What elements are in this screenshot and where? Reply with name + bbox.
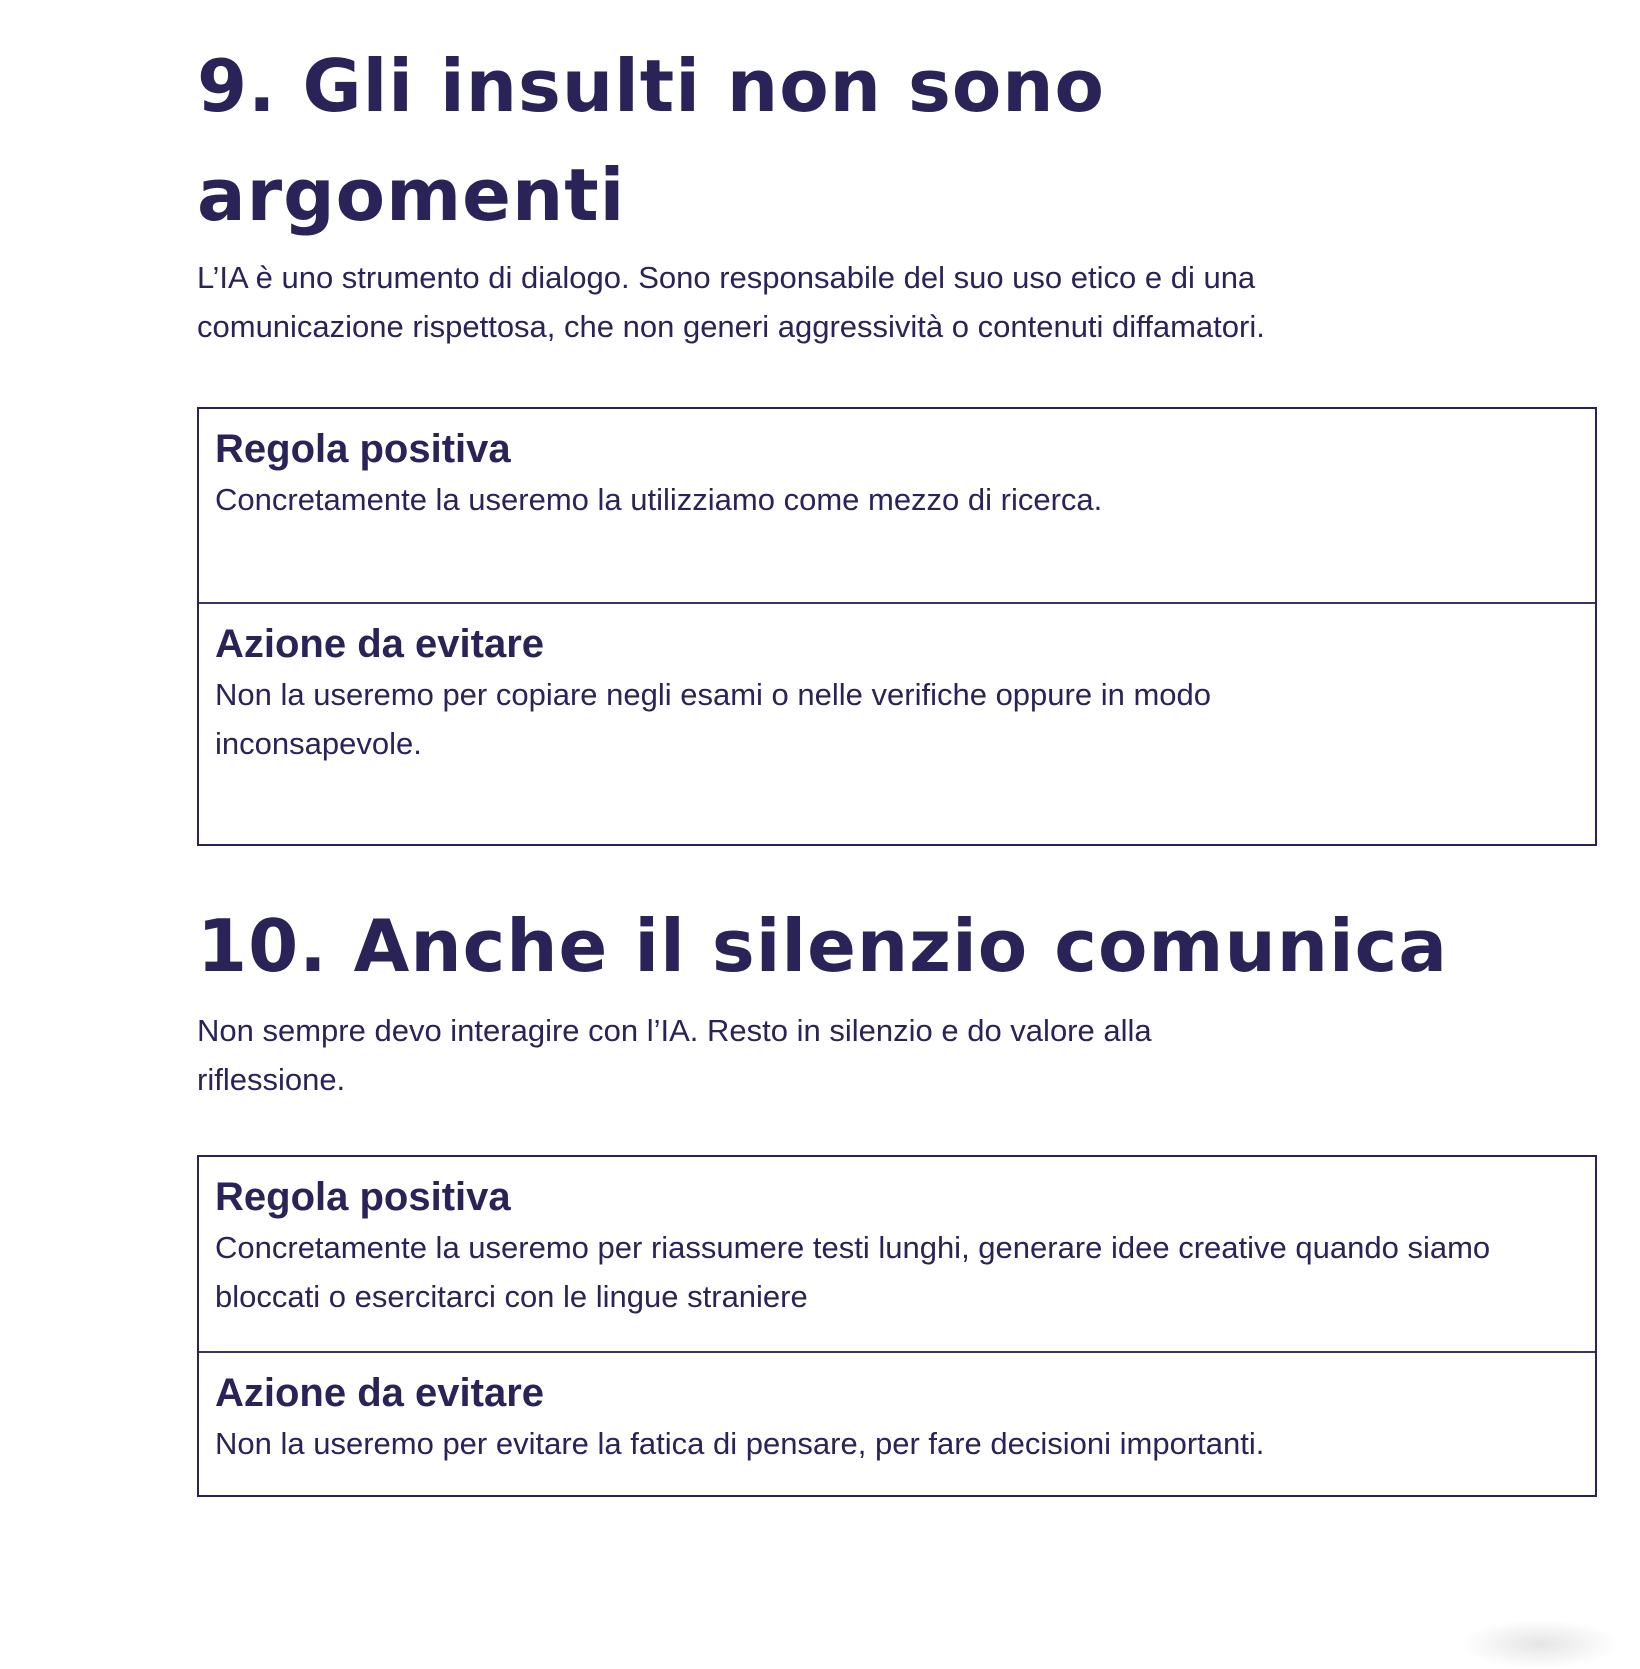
rule-text: Non la useremo per copiare negli esami o nelle verifiche oppure in modo inconsapevole. (215, 677, 1211, 761)
rule-text: Concretamente la useremo per riassumere testi lunghi, generare idee creative quando siamo bloccati o esercitarci con le lingue straniere (215, 1230, 1491, 1314)
section-title-line-1: 9. Gli insulti non sono (197, 44, 1106, 128)
rule-title: Azione da evitare (215, 1371, 545, 1415)
rules-table (197, 1155, 1597, 1497)
section-description: Non sempre devo interagire con l’IA. Resto in silenzio e do valore alla riflessione. (197, 1013, 1152, 1097)
rule-avoid (199, 602, 1595, 844)
rule-title: Regola positiva (215, 1175, 511, 1219)
rule-positive (199, 409, 1595, 602)
section-title-line-2: argomenti (197, 153, 626, 237)
section-description: L’IA è uno strumento di dialogo. Sono responsabile del suo uso etico e di una comunicazione rispettosa, che non generi aggressività o contenuti diffamatori. (197, 260, 1265, 344)
rule-avoid (199, 1351, 1595, 1495)
page-curl-shadow (1460, 1619, 1620, 1669)
section-title (197, 32, 1597, 250)
rules-table (197, 407, 1597, 846)
rule-text: Non la useremo per evitare la fatica di pensare, per fare decisioni importanti. (215, 1426, 1265, 1461)
rule-title: Regola positiva (215, 427, 511, 471)
section-title (197, 892, 1597, 1001)
rule-text: Concretamente la useremo la utilizziamo come mezzo di ricerca. (215, 482, 1103, 517)
rule-positive (199, 1157, 1595, 1351)
section-title-line-1: 10. Anche il silenzio comunica (197, 904, 1448, 988)
section-9 (197, 32, 1597, 250)
rule-title: Azione da evitare (215, 622, 545, 666)
